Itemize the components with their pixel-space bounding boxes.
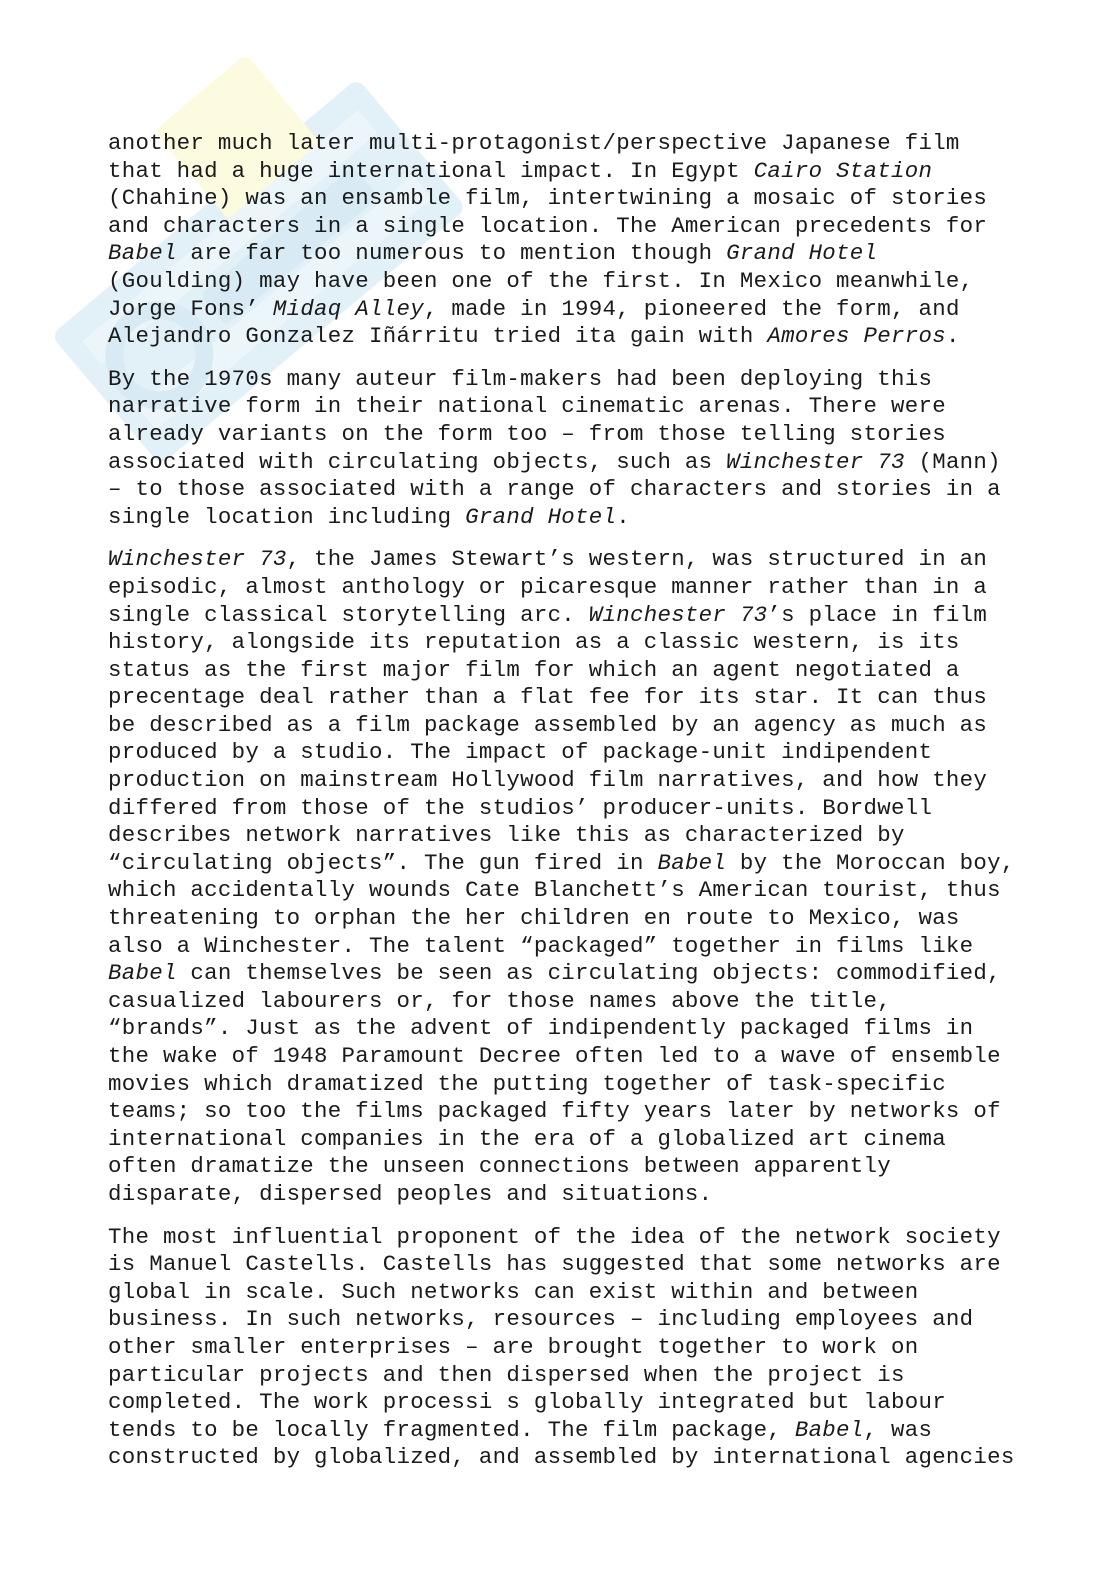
text-segment: . <box>616 503 631 530</box>
text-segment: teams; so too the films packaged fifty years later by networks of <box>108 1098 1001 1125</box>
text-segment: tends to be locally fragmented. The film package, <box>108 1416 795 1443</box>
text-line <box>108 323 1008 351</box>
text-line <box>108 988 1008 1016</box>
text-line <box>108 1126 1008 1154</box>
italic-title: Babel <box>108 960 177 987</box>
italic-title: Winchester 73 <box>726 448 905 475</box>
text-segment: Alejandro Gonzalez Iñárritu tried ita gain with <box>108 323 768 350</box>
text-line <box>108 877 1008 905</box>
text-line <box>108 158 1008 186</box>
text-segment: are far too numerous to mention though <box>176 240 727 267</box>
text-segment: history, alongside its reputation as a classic western, is its <box>108 629 960 656</box>
body-paragraph <box>108 1223 1015 1472</box>
text-segment: ’s place in film <box>767 601 988 628</box>
text-line <box>108 1444 1015 1472</box>
text-segment: and characters in a single location. The American precedents for <box>108 212 988 239</box>
text-line <box>108 657 1008 685</box>
text-line <box>108 602 1008 630</box>
text-line <box>108 629 1008 657</box>
text-line <box>108 1417 1008 1445</box>
text-line <box>108 739 1008 767</box>
text-line <box>108 1251 1008 1279</box>
text-line <box>108 421 1008 449</box>
text-segment: is Manuel Castells. Castells has suggested that some networks are <box>108 1251 1001 1278</box>
italic-title: Amores Perros <box>767 323 946 350</box>
text-line <box>108 1153 1008 1181</box>
text-line <box>108 366 1008 394</box>
text-segment: movies which dramatized the putting together of task-specific <box>108 1070 946 1097</box>
text-segment: already variants on the form too – from those telling stories <box>108 420 946 447</box>
text-line <box>108 712 1008 740</box>
text-line <box>108 960 1008 988</box>
text-line <box>108 795 1008 823</box>
text-segment: differed from those of the studios’ producer-units. Bordwell <box>108 794 933 821</box>
text-line <box>108 393 1008 421</box>
text-segment: other smaller enterprises – are brought together to work on <box>108 1333 919 1360</box>
text-line <box>108 767 1008 795</box>
text-line <box>108 268 1008 296</box>
text-segment: narrative form in their national cinematic arenas. There were <box>108 393 946 420</box>
text-segment: business. In such networks, resources – including employees and <box>108 1306 974 1333</box>
text-line <box>108 1181 1008 1209</box>
text-segment: completed. The work processi s globally integrated but labour <box>108 1389 946 1416</box>
text-line <box>108 1043 1008 1071</box>
text-segment: (Chahine) was an ensamble film, intertwining a mosaic of stories <box>108 185 988 212</box>
text-segment: By the 1970s many auteur film-makers had been deploying this <box>108 365 933 392</box>
text-segment: – to those associated with a range of characters and stories in a <box>108 476 1001 503</box>
text-segment: describes network narratives like this as characterized by <box>108 822 905 849</box>
body-paragraph <box>108 546 1015 1208</box>
italic-title: Midaq Alley <box>272 295 424 322</box>
text-segment: constructed by globalized, and assembled by international agencies <box>108 1444 1015 1471</box>
text-segment: , the James Stewart’s western, was structured in an <box>286 546 988 573</box>
text-line <box>108 185 1008 213</box>
body-paragraph <box>108 130 1008 351</box>
text-line <box>108 1098 1008 1126</box>
text-segment: , was <box>863 1416 933 1443</box>
text-segment: that had a huge international impact. In Egypt <box>108 157 754 184</box>
text-line <box>108 504 1008 532</box>
text-segment: production on mainstream Hollywood film narratives, and how they <box>108 767 988 794</box>
text-line <box>108 1306 1008 1334</box>
italic-title: Winchester 73 <box>588 601 768 628</box>
text-segment: “circulating objects”. The gun fired in <box>108 849 658 876</box>
italic-title: Babel <box>657 849 727 876</box>
italic-title: Grand Hotel <box>465 503 617 530</box>
text-segment: (Goulding) may have been one of the first. In Mexico meanwhile, <box>108 267 974 294</box>
text-segment: global in scale. Such networks can exist within and between <box>108 1278 919 1305</box>
text-segment: threatening to orphan the her children en route to Mexico, was <box>108 905 960 932</box>
text-line <box>108 296 1008 324</box>
text-segment: international companies in the era of a globalized art cinema <box>108 1125 946 1152</box>
text-segment: which accidentally wounds Cate Blanchett’s American tourist, thus <box>108 877 1001 904</box>
text-line <box>108 213 1008 241</box>
italic-title: Grand Hotel <box>726 240 878 267</box>
text-line <box>108 933 1008 961</box>
text-segment: The most influential proponent of the idea of the network society <box>108 1223 1001 1250</box>
text-line <box>108 240 1008 268</box>
italic-title: Cairo Station <box>753 157 933 184</box>
text-segment: can themselves be seen as circulating objects: commodified, <box>176 960 1001 987</box>
italic-title: Winchester 73 <box>108 546 287 573</box>
text-segment: often dramatize the unseen connections between apparently <box>108 1153 891 1180</box>
text-line <box>108 822 1008 850</box>
text-line <box>108 1334 1008 1362</box>
text-line <box>108 449 1008 477</box>
text-line <box>108 849 1015 878</box>
text-segment: single classical storytelling arc. <box>108 601 589 628</box>
text-segment: be described as a film package assembled by an agency as much as <box>108 711 988 738</box>
italic-title: Babel <box>794 1416 864 1443</box>
italic-title: Babel <box>108 240 177 267</box>
text-line <box>108 684 1008 712</box>
text-segment: particular projects and then dispersed when the project is <box>108 1361 905 1388</box>
text-segment: (Mann) <box>904 448 1001 475</box>
text-line <box>108 1362 1008 1390</box>
text-segment: precentage deal rather than a flat fee for its star. It can thus <box>108 684 988 711</box>
text-line <box>108 1015 1008 1043</box>
text-segment: single location including <box>108 503 466 530</box>
text-segment: produced by a studio. The impact of package-unit indipendent <box>108 739 933 766</box>
text-line <box>108 1071 1008 1099</box>
body-paragraph <box>108 366 1008 532</box>
text-segment: associated with circulating objects, such as <box>108 448 727 475</box>
text-line <box>108 905 1008 933</box>
text-line <box>108 1279 1008 1307</box>
text-segment: Jorge Fons’ <box>108 295 273 322</box>
text-segment: . <box>945 323 960 350</box>
text-segment: another much later multi-protagonist/perspective Japanese film <box>108 130 960 156</box>
text-segment: by the Moroccan boy, <box>726 849 1015 876</box>
text-line <box>108 476 1008 504</box>
text-line <box>108 130 1008 158</box>
text-line <box>108 574 1008 602</box>
text-segment: , made in 1994, pioneered the form, and <box>423 295 960 322</box>
text-line <box>108 546 1008 574</box>
text-segment: the wake of 1948 Paramount Decree often led to a wave of ensemble <box>108 1043 1001 1069</box>
text-line <box>108 1224 1008 1252</box>
text-line <box>108 1389 1008 1417</box>
document-body <box>108 130 1015 1487</box>
text-segment: disparate, dispersed peoples and situations. <box>108 1180 713 1207</box>
text-segment: “brands”. Just as the advent of indipendently packaged films in <box>108 1015 974 1042</box>
text-segment: status as the first major film for which an agent negotiated a <box>108 656 960 683</box>
text-segment: episodic, almost anthology or picaresque manner rather than in a <box>108 573 988 600</box>
text-segment: also a Winchester. The talent “packaged” together in films like <box>108 932 974 959</box>
text-segment: casualized labourers or, for those names above the title, <box>108 987 891 1014</box>
